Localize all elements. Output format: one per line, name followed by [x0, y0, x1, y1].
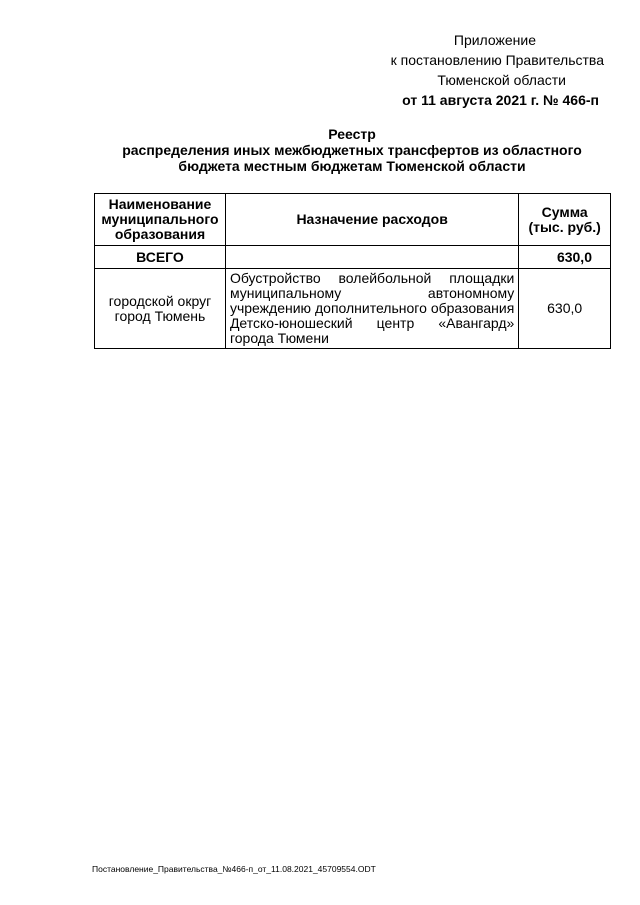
header-purpose: Назначение расходов [225, 194, 518, 246]
table-header-row [95, 194, 611, 246]
total-row [95, 246, 611, 269]
total-amount: 630,0 [519, 246, 611, 269]
header-municipality: Наименование муниципального образования [95, 194, 226, 246]
total-purpose [225, 246, 518, 269]
row-purpose: Обустройство волейбольной площадки муниципальному автономному учреждению дополнительного образования Детско-юношеский центр «Авангард» города Тюмени [225, 269, 518, 349]
title-line-1: Реестр [328, 126, 376, 142]
table-row [95, 269, 611, 349]
title-line-2: распределения иных межбюджетных трансфертов из областного [122, 142, 582, 158]
registry-table [94, 193, 611, 349]
title-line-3: бюджета местным бюджетам Тюменской области [178, 158, 526, 174]
header-amount: Сумма (тыс. руб.) [519, 194, 611, 246]
footer-filename: Постановление_Правительства_№466-п_от_11.08.2021_45709554.ODT [92, 864, 376, 874]
appendix-header [304, 30, 604, 110]
document-title [94, 126, 610, 174]
row-amount: 630,0 [519, 269, 611, 349]
appendix-region: Тюменской области [437, 72, 566, 88]
appendix-date-number: от 11 августа 2021 г. № 466-п [402, 92, 599, 108]
appendix-resolution-ref: к постановлению Правительства [390, 52, 604, 68]
total-label: ВСЕГО [95, 246, 226, 269]
appendix-label: Приложение [453, 32, 536, 48]
row-municipality: городской округ город Тюмень [95, 269, 226, 349]
